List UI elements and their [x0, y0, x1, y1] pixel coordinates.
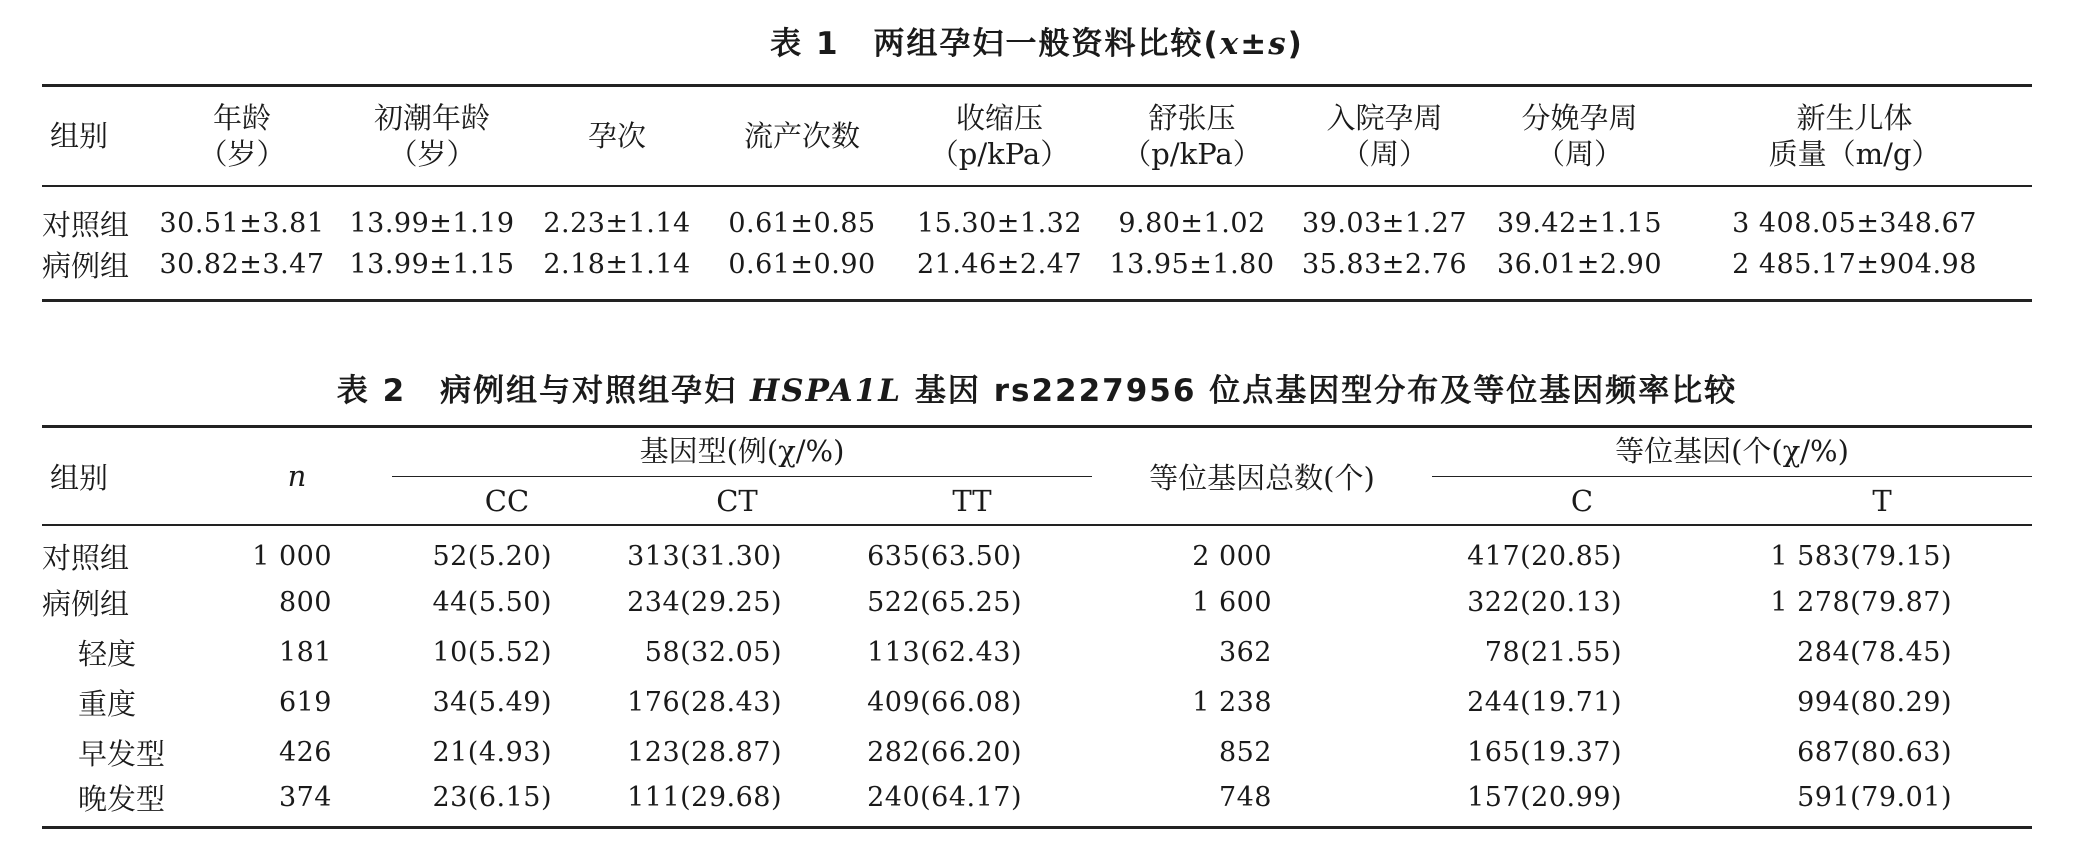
table-cell: 52(5.20): [432, 541, 552, 572]
table1-header-cell: 组别: [42, 86, 152, 186]
table-cell: 13.99±1.15: [332, 244, 532, 301]
table1-header-cell: 初潮年龄 （岁）: [332, 86, 532, 186]
table-cell: 10(5.52): [432, 636, 552, 668]
table-cell: 123(28.87): [627, 736, 782, 768]
table2-header-allele: [1432, 427, 2032, 479]
table2-header-n: [202, 427, 392, 526]
table2-subheader-cc: CC: [392, 478, 622, 525]
table-cell: 322(20.13): [1467, 586, 1622, 618]
table-cell: 748: [1092, 777, 1432, 828]
table1-header-cell: 入院孕周 （周）: [1287, 86, 1482, 186]
table2-subheader-c: C: [1432, 478, 1732, 525]
table2-header-genotype-label: 基因型(例(χ/%): [639, 434, 845, 468]
table-cell: 362: [1218, 636, 1272, 668]
table2-header-genotype: [392, 427, 1092, 479]
table-cell: 39.42±1.15: [1496, 207, 1663, 239]
table-cell: 3 408.05±348.67: [1732, 207, 1977, 239]
table1-header-row: [42, 86, 2032, 186]
table-cell: 284(78.45): [1797, 636, 1952, 668]
table-cell: 1 583(79.15): [1770, 541, 1952, 572]
table-cell: 374: [202, 777, 392, 828]
table-row: [42, 777, 2032, 828]
table-cell: 34(5.49): [432, 686, 552, 718]
table-cell: 35.83±2.76: [1287, 244, 1482, 301]
table2-header-total: 等位基因总数(个): [1092, 427, 1432, 526]
table1-caption-mean-symbol: x: [1219, 26, 1241, 62]
table-row: [42, 727, 2032, 777]
row-label: 对照组: [42, 541, 130, 575]
table-row: [42, 677, 2032, 727]
table1-header-cell: 分娩孕周 （周）: [1482, 86, 1677, 186]
table1-header-cell: 孕次: [532, 86, 702, 186]
table-cell: 21.46±2.47: [902, 244, 1097, 301]
table2-caption-pre: 病例组与对照组孕妇: [440, 373, 738, 409]
table-cell: 44(5.50): [432, 586, 552, 618]
table-cell: 800: [278, 586, 332, 618]
table2-header-n-label: n: [287, 459, 307, 493]
table-cell: 176(28.43): [627, 686, 782, 718]
row-label: 病例组: [42, 244, 152, 301]
table-cell: 635(63.50): [867, 541, 1022, 572]
table1: [42, 84, 2032, 302]
table-cell: 994(80.29): [1797, 686, 1952, 718]
table-cell: 619: [278, 686, 332, 718]
table-cell: 13.95±1.80: [1097, 244, 1287, 301]
table-cell: 111(29.68): [622, 777, 852, 828]
table-cell: 9.80±1.02: [1118, 207, 1266, 239]
table-cell: 13.99±1.19: [349, 207, 515, 239]
table-cell: 2 000: [1192, 541, 1272, 572]
table2-caption: [0, 365, 2074, 410]
table-cell: 409(66.08): [867, 686, 1022, 718]
table-cell: 313(31.30): [627, 541, 782, 572]
table-cell: 234(29.25): [627, 586, 782, 618]
table2: [42, 425, 2032, 829]
table-cell: 240(64.17): [852, 777, 1092, 828]
row-label: 病例组: [42, 586, 130, 621]
table2-header-allele-label: 等位基因(个(χ/%): [1615, 434, 1849, 468]
table-cell: 2.23±1.14: [543, 207, 691, 239]
table-cell: 30.51±3.81: [159, 207, 325, 239]
table-cell: 165(19.37): [1467, 736, 1622, 768]
table2-header-row: [42, 427, 2032, 479]
table-cell: 1 278(79.87): [1770, 586, 1952, 618]
table-cell: 15.30±1.32: [916, 207, 1083, 239]
table-row: [42, 244, 2032, 301]
table-cell: 522(65.25): [867, 586, 1022, 618]
table-cell: 282(66.20): [867, 736, 1022, 768]
table1-caption: [0, 18, 2074, 63]
table1-caption-text: 两组孕妇一般资料比较(: [873, 26, 1220, 62]
row-label: 晚发型: [42, 777, 202, 828]
table-cell: 1 000: [252, 541, 332, 572]
table-cell: 30.82±3.47: [152, 244, 332, 301]
table-cell: 591(79.01): [1732, 777, 2032, 828]
table1-caption-close: ): [1287, 26, 1304, 62]
table1-header-cell: 舒张压 （p/kPa）: [1097, 86, 1287, 186]
row-label: 重度: [78, 686, 137, 721]
table-cell: 2.18±1.14: [532, 244, 702, 301]
table-cell: 417(20.85): [1467, 541, 1622, 572]
table-cell: 426: [278, 736, 332, 768]
table-cell: 244(19.71): [1467, 686, 1622, 718]
table2-header-group: 组别: [42, 427, 202, 526]
table2-subheader-tt: TT: [852, 478, 1092, 525]
row-label: 轻度: [78, 636, 137, 671]
table-cell: 39.03±1.27: [1301, 207, 1468, 239]
row-label: 早发型: [78, 736, 166, 771]
table-row: [42, 186, 2032, 244]
table2-caption-post: 基因 rs2227956 位点基因型分布及等位基因频率比较: [914, 373, 1738, 409]
table-cell: 21(4.93): [432, 736, 552, 768]
table-cell: 2 485.17±904.98: [1677, 244, 2032, 301]
table-cell: 157(20.99): [1432, 777, 1732, 828]
table-row: [42, 525, 2032, 577]
table1-header-cell: 年龄 （岁）: [152, 86, 332, 186]
table-cell: 1 238: [1192, 686, 1272, 718]
table-cell: 0.61±0.85: [728, 207, 876, 239]
row-label: 对照组: [42, 207, 130, 242]
table-cell: 852: [1218, 736, 1272, 768]
table-row: [42, 627, 2032, 677]
table2-caption-number: 表 2: [336, 373, 407, 409]
table-cell: 58(32.05): [644, 636, 782, 668]
table-cell: 78(21.55): [1484, 636, 1622, 668]
table-cell: 0.61±0.90: [702, 244, 902, 301]
table-cell: 687(80.63): [1797, 736, 1952, 768]
table-cell: 1 600: [1192, 586, 1272, 618]
table1-header-cell: 流产次数: [702, 86, 902, 186]
table-cell: 36.01±2.90: [1482, 244, 1677, 301]
table-cell: 181: [278, 636, 332, 668]
table1-header-cell: 收缩压 （p/kPa）: [902, 86, 1097, 186]
table1-caption-sd-symbol: s: [1268, 26, 1288, 62]
table-cell: 113(62.43): [867, 636, 1022, 668]
table2-subheader-ct: CT: [622, 478, 852, 525]
table1-header-cell: 新生儿体 质量（m/g）: [1677, 86, 2032, 186]
table2-subheader-t: T: [1732, 478, 2032, 525]
table2-caption-gene: HSPA1L: [749, 373, 903, 409]
table1-caption-number: 表 1: [770, 26, 840, 62]
table-row: [42, 577, 2032, 627]
table1-caption-plusminus: ±: [1240, 26, 1269, 62]
table-cell: 23(6.15): [392, 777, 622, 828]
